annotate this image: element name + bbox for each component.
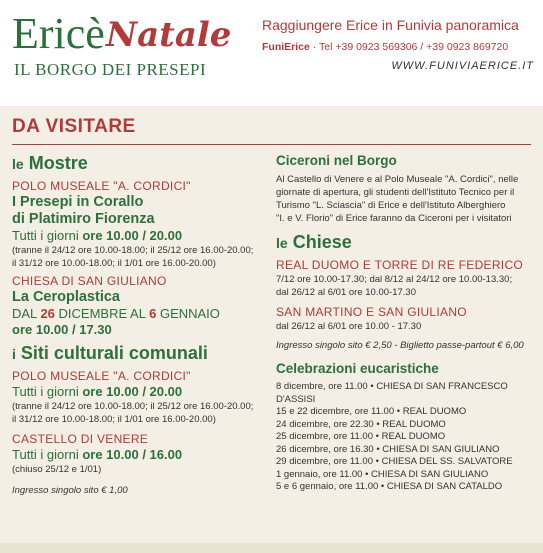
presepi-title-1: I Presepi in Corallo [12,194,144,210]
presepi-note-1: (tranne il 24/12 ore 10.00-18.00; il 25/12 ore 16.00-20.00; [12,245,254,256]
duomo-note-2: dal 26/12 al 6/01 ore 10.00-17.30 [276,287,416,298]
logo-subtitle: IL BORGO DEI PRESEPI [14,60,207,79]
celebrazione-item: 29 dicembre, ore 11.00 • CHIESA DEL SS. SALVATORE [276,456,513,467]
ceroplastica-dates: DAL 26 DICEMBRE AL 6 GENNAIO [12,306,220,321]
funivia-info [262,16,534,72]
ciceroni-text-4: "I. e V. Florio" di Erice faranno da Ciceroni per i visitatori [276,213,512,224]
bottom-bar [0,543,543,553]
siti-heading: i Siti culturali comunali [12,343,208,363]
mostre-heading: le Mostre [12,153,88,173]
ceroplastica-hours: ore 10.00 / 17.30 [12,322,112,337]
celebrazione-item: 1 gennaio, ore 11.00 • CHIESA DI SAN GIULIANO [276,468,489,480]
logo-natale: Natale [106,15,232,55]
polo-museale-label: POLO MUSEALE "A. CORDICI" [12,179,191,193]
celebrazioni-title: Celebrazioni eucaristiche [276,361,439,376]
chiesa-giuliano-label: CHIESA DI SAN GIULIANO [12,274,167,288]
presepi-hours: Tutti i giorni ore 10.00 / 20.00 [12,228,183,243]
celebrazione-item: 8 dicembre, ore 11.00 • CHIESA DI SAN FRANCESCO D'ASSISI [276,381,508,405]
polo2-hours: Tutti i giorni ore 10.00 / 20.00 [12,384,183,399]
ciceroni-text-2: giornate di apertura, gli studenti dell'Istituto Tecnico per il [276,187,515,198]
ciceroni-text-3: Turismo "L. Sciascia" di Erice e dell'Istituto Alberghiero [276,200,506,211]
chiese-heading: le Chiese [276,232,352,252]
polo2-note-1: (tranne il 24/12 ore 10.00-18.00; il 25/12 ore 16.00-20.00; [12,401,254,412]
right-column [276,152,536,494]
main-panel [0,106,543,553]
presepi-title-2: di Platimiro Fiorenza [12,211,155,227]
ciceroni-title: Ciceroni nel Borgo [276,153,397,168]
logo [12,9,232,80]
ceroplastica-title: La Ceroplastica [12,289,120,305]
ciceroni-text-1: Al Castello di Venere e al Polo Museale "A. Cordici", nelle [276,174,519,185]
header [0,0,543,92]
castello-hours: Tutti i giorni ore 10.00 / 16.00 [12,447,183,462]
polo2-note-2: il 31/12 ore 10.00-18.00; il 1/01 ore 16.00-20.00) [12,414,216,425]
castello-note: (chiuso 25/12 e 1/01) [12,464,102,475]
funivia-url[interactable]: WWW.FUNIVIAERICE.IT [391,60,534,72]
celebrazione-item: 15 e 22 dicembre, ore 11.00 • REAL DUOMO [276,406,467,417]
logo-erice: Ericè [12,9,105,58]
ingresso-left: Ingresso singolo sito € 1,00 [12,485,128,496]
sanmartino-note: dal 26/12 al 6/01 ore 10.00 - 17.30 [276,321,422,332]
sanmartino-label: SAN MARTINO E SAN GIULIANO [276,305,467,319]
duomo-note-1: 7/12 ore 10.00-17.30; dal 8/12 al 24/12 ore 10.00-13.30; [276,274,513,285]
section-divider [12,144,531,145]
celebrazione-item: 25 dicembre, ore 11.00 • REAL DUOMO [276,431,446,442]
left-column [12,152,270,497]
celebrazione-item: 5 e 6 gennaio, ore 11.00 • CHIESA DI SAN CATALDO [276,481,503,492]
funivia-contact [262,40,534,54]
celebrazione-item: 24 dicembre, ore 22.30 • REAL DUOMO [276,418,446,430]
funivia-title: Raggiungere Erice in Funivia panoramica [262,17,519,33]
funivia-phones: · Tel +39 0923 569306 / +39 0923 869720 [312,41,509,53]
section-title: DA VISITARE [12,116,136,137]
funivia-brand: FuniErice [262,41,310,53]
presepi-note-2: il 31/12 ore 10.00-18.00; il 1/01 ore 16.00-20.00) [12,258,216,269]
ingresso-right: Ingresso singolo sito € 2,50 - Biglietto passe-partout € 6,00 [276,340,524,351]
celebrazione-item: 26 dicembre, ore 16.30 • CHIESA DI SAN GIULIANO [276,443,500,455]
polo-museale-2-label: POLO MUSEALE "A. CORDICI" [12,369,191,383]
castello-label: CASTELLO DI VENERE [12,432,149,446]
duomo-label: REAL DUOMO E TORRE DI RE FEDERICO [276,258,524,272]
